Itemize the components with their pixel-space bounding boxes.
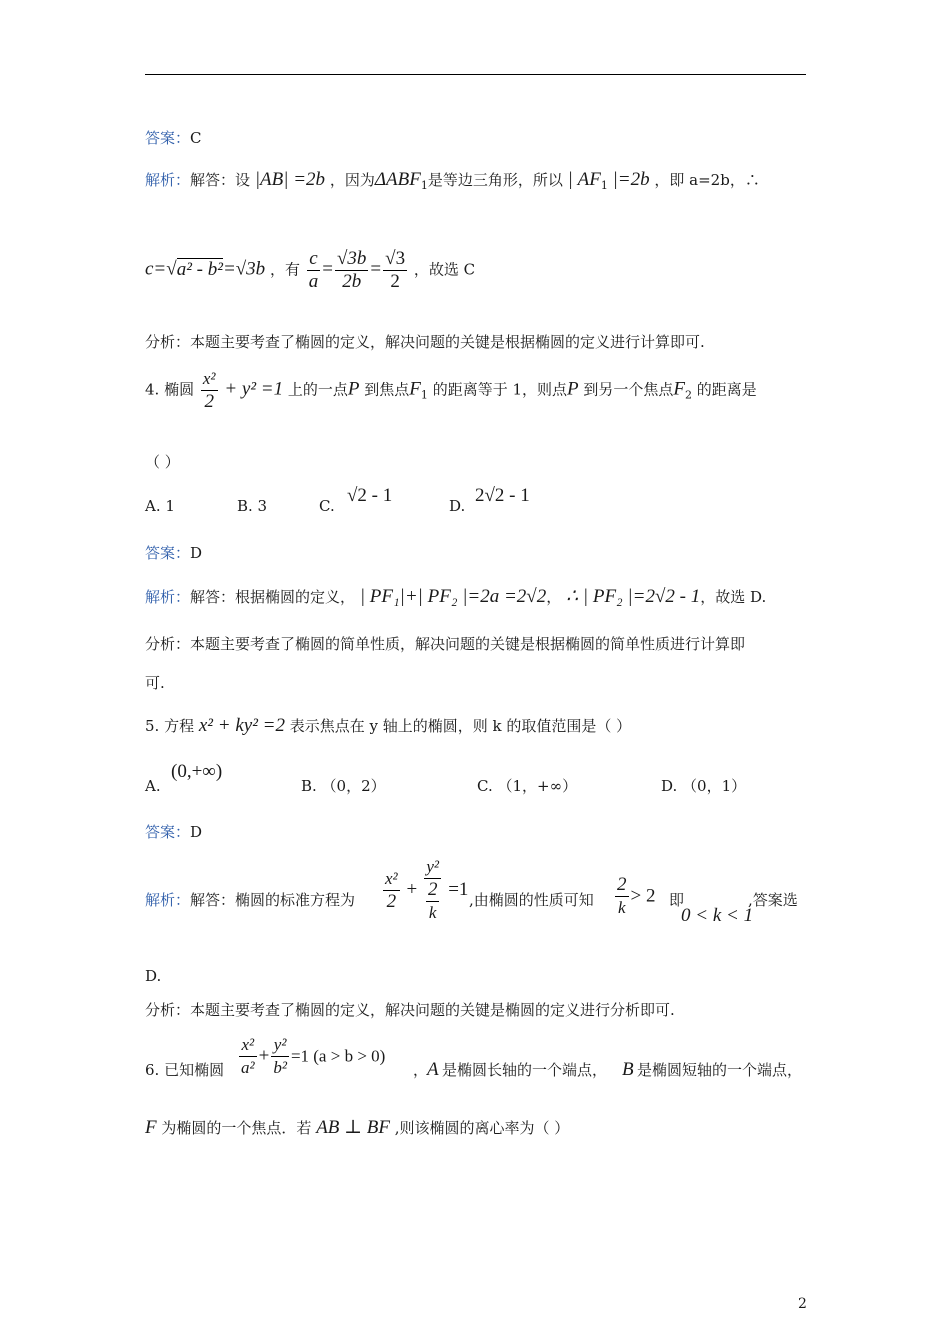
q6-frac-x: $\frac{\text{x²}}{\text{a²}}$	[241, 1035, 255, 1077]
q5-analysis: 解析：解答：椭圆的标准方程为 $\frac{\text{x²}}{2}$ + $\frac{\text{y²}}{\frac{2}{k}}$ =1 ,由椭圆的性质可知 $\frac{2}{k}$ > 2 即 0 < k < 1 ,答案选	[145, 857, 798, 926]
frac-c-over-a: $\frac{c}{a}$	[308, 248, 319, 292]
q4-answer: 答案：D	[145, 544, 203, 562]
q4-fenxi-line1: 分析：本题主要考查了椭圆的简单性质，解决问题的关键是根据椭圆的简单性质进行计算即	[145, 635, 746, 653]
frac-s3b-over-2b: $\frac{√3b}{2b}$	[336, 248, 367, 292]
q4-paren: （ ）	[145, 453, 180, 471]
q5-fenxi: 分析：本题主要考查了椭圆的定义，解决问题的关键是椭圆的定义进行分析即可.	[145, 1001, 675, 1019]
header-rule	[145, 74, 806, 75]
q5-analysis-end: D.	[145, 967, 162, 985]
q5-frac-y: $\frac{\text{y²}}{\frac{2}{k}}$	[424, 856, 442, 924]
page-number: 2	[798, 1296, 807, 1312]
frac-s3-over-2: $\frac{√3}{2}$	[385, 248, 406, 292]
q3-analysis-line1: 解析：解答：设 |AB| =2b ，因为$\Delta ABF_1$是等边三角形，所以 | $AF_1$ |=2b ，即 a=2b，∴	[145, 169, 760, 192]
q4-fenxi-line2: 可.	[145, 674, 165, 692]
q6-stem-line2: F 为椭圆的一个焦点．若 AB ⊥ BF ,则该椭圆的离心率为（ ）	[145, 1117, 570, 1138]
q5-stem: 5. 方程 x² + ky² =2 表示焦点在 y 轴上的椭圆，则 k 的取值范围是（ ）	[145, 715, 632, 736]
q4-stem: 4. 椭圆 $\frac{\text{x²}}{2}$ + y² =1 上的一点P 到焦点$F_1$ 的距离等于 1，则点P 到另一个焦点$F_2$ 的距离是	[145, 369, 757, 412]
q3-answer: 答案：C	[145, 129, 202, 147]
q5-answer: 答案：D	[145, 823, 203, 841]
q4-analysis: 解析：解答：根据椭圆的定义， | PF₁|+| PF₂ |=2a =2√2， ∴ | PF₂ |=2√2 - 1，故选 D.	[145, 586, 767, 607]
q6-frac-y: $\frac{\text{y²}}{\text{b²}}$	[273, 1035, 287, 1077]
q4-frac: $\frac{\text{x²}}{2}$	[202, 369, 216, 412]
q5-frac-x: $\frac{\text{x²}}{2}$	[385, 868, 398, 912]
q3-analysis-line2: c=√a² - b²=√3b ，有 $\frac{c}{a}$ = $\frac{√3b}{2b}$ = $\frac{√3}{2}$ ，故选 C	[145, 248, 476, 292]
q6-stem-line1: 6. 已知椭圆 $\frac{\text{x²}}{\text{a²}}$ + $\frac{\text{y²}}{\text{b²}}$ =1 (a > b > 0) ， A 是椭圆长轴的一个端点， B 是椭圆短轴的一个端点，	[145, 1035, 803, 1080]
q3-fenxi: 分析：本题主要考查了椭圆的定义，解决问题的关键是根据椭圆的定义进行计算即可.	[145, 333, 705, 351]
q5-ineq-frac: $\frac{2}{k}$	[617, 874, 627, 917]
